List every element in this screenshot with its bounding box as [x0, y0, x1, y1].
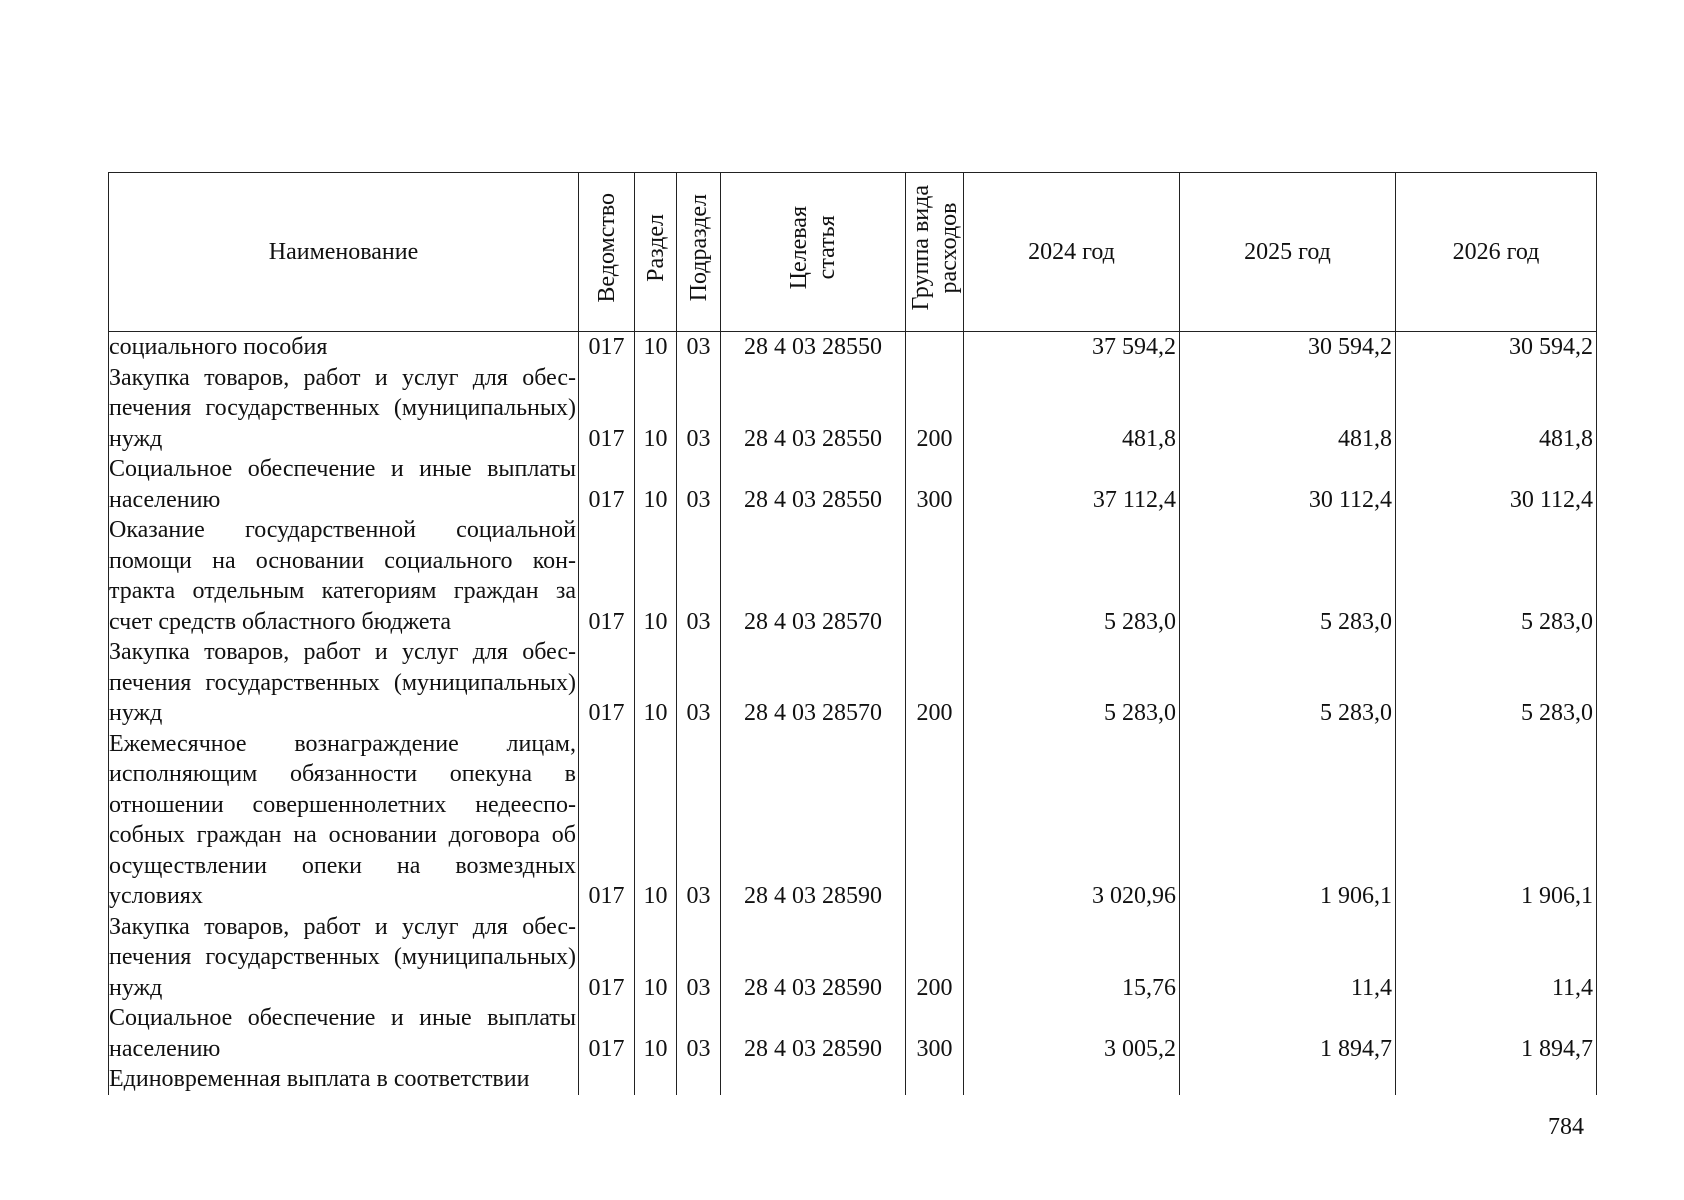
- header-name: Наименование: [109, 173, 579, 332]
- row-department: 017: [579, 912, 635, 1004]
- row-value-2026: 11,4: [1396, 912, 1597, 1004]
- row-target-item: 28 4 03 28590: [721, 1003, 906, 1064]
- row-value-2025: 481,8: [1180, 363, 1396, 455]
- budget-table: [108, 172, 1597, 1095]
- row-value-2026: 1 906,1: [1396, 729, 1597, 912]
- row-target-item: 28 4 03 28590: [721, 912, 906, 1004]
- row-target-item: 28 4 03 28550: [721, 332, 906, 363]
- row-value-2024: 481,8: [964, 363, 1180, 455]
- row-expense-group: [906, 729, 964, 912]
- row-expense-group: [906, 332, 964, 363]
- row-expense-group: 300: [906, 1003, 964, 1064]
- table-row: [109, 515, 1597, 637]
- row-value-2024: 37 594,2: [964, 332, 1180, 363]
- row-section: 10: [635, 912, 677, 1004]
- row-subsection: 03: [677, 912, 721, 1004]
- row-value-2026: 30 594,2: [1396, 332, 1597, 363]
- page-number: 784: [1548, 1114, 1584, 1140]
- row-section: [635, 1064, 677, 1095]
- row-section: 10: [635, 363, 677, 455]
- header-department: Ведомство: [579, 173, 635, 332]
- row-department: 017: [579, 637, 635, 729]
- row-expense-group: 300: [906, 454, 964, 515]
- row-value-2024: 3 005,2: [964, 1003, 1180, 1064]
- header-2026: 2026 год: [1396, 173, 1597, 332]
- row-value-2026: 5 283,0: [1396, 515, 1597, 637]
- row-expense-group: 200: [906, 363, 964, 455]
- row-value-2024: 37 112,4: [964, 454, 1180, 515]
- table-row: [109, 1064, 1597, 1095]
- row-subsection: 03: [677, 1003, 721, 1064]
- header-target-item: Целевая статья: [721, 173, 906, 332]
- row-subsection: 03: [677, 515, 721, 637]
- row-value-2026: 5 283,0: [1396, 637, 1597, 729]
- row-value-2026: 30 112,4: [1396, 454, 1597, 515]
- row-expense-group: 200: [906, 912, 964, 1004]
- row-name: Оказание государственной социальной помощи на основании социального контракта отдельным категориям граждан за счет средств областного бюджета: [109, 515, 579, 637]
- table-row: [109, 912, 1597, 1004]
- row-value-2025: 5 283,0: [1180, 637, 1396, 729]
- row-expense-group: 200: [906, 637, 964, 729]
- row-name: Закупка товаров, работ и услуг для обеспечения государственных (муниципальных) нужд: [109, 912, 579, 1004]
- table-header-row: [109, 173, 1597, 332]
- row-section: 10: [635, 637, 677, 729]
- table-row: [109, 332, 1597, 363]
- row-expense-group: [906, 1064, 964, 1095]
- row-name: Закупка товаров, работ и услуг для обеспечения государственных (муниципальных) нужд: [109, 363, 579, 455]
- table-body: [109, 332, 1597, 1095]
- row-name: Единовременная выплата в соответствии: [109, 1064, 579, 1095]
- row-target-item: 28 4 03 28550: [721, 363, 906, 455]
- row-value-2024: 3 020,96: [964, 729, 1180, 912]
- row-section: 10: [635, 1003, 677, 1064]
- row-department: 017: [579, 454, 635, 515]
- row-name: Ежемесячное вознаграждение лицам, исполняющим обязанности опекуна в отношении совершеннолетних недееспособных граждан на основании договора об осуществлении опеки на возмездных условиях: [109, 729, 579, 912]
- row-value-2026: 1 894,7: [1396, 1003, 1597, 1064]
- row-target-item: 28 4 03 28550: [721, 454, 906, 515]
- row-section: 10: [635, 515, 677, 637]
- row-value-2025: 30 594,2: [1180, 332, 1396, 363]
- row-target-item: 28 4 03 28590: [721, 729, 906, 912]
- row-department: 017: [579, 729, 635, 912]
- table-row: [109, 1003, 1597, 1064]
- row-department: 017: [579, 1003, 635, 1064]
- row-name: социального пособия: [109, 332, 579, 363]
- row-subsection: 03: [677, 363, 721, 455]
- row-expense-group: [906, 515, 964, 637]
- row-value-2025: 1 906,1: [1180, 729, 1396, 912]
- row-value-2025: 1 894,7: [1180, 1003, 1396, 1064]
- row-section: 10: [635, 332, 677, 363]
- row-name: Закупка товаров, работ и услуг для обеспечения государственных (муниципальных) нужд: [109, 637, 579, 729]
- row-value-2024: 5 283,0: [964, 637, 1180, 729]
- header-expense-group: Группа вида расходов: [906, 173, 964, 332]
- row-value-2024: 15,76: [964, 912, 1180, 1004]
- row-department: [579, 1064, 635, 1095]
- row-value-2026: 481,8: [1396, 363, 1597, 455]
- row-subsection: 03: [677, 454, 721, 515]
- row-department: 017: [579, 363, 635, 455]
- row-name: Социальное обеспечение и иные выплаты населению: [109, 454, 579, 515]
- row-department: 017: [579, 332, 635, 363]
- row-department: 017: [579, 515, 635, 637]
- row-subsection: 03: [677, 729, 721, 912]
- row-value-2024: [964, 1064, 1180, 1095]
- header-section: Раздел: [635, 173, 677, 332]
- table-row: [109, 363, 1597, 455]
- header-2024: 2024 год: [964, 173, 1180, 332]
- row-section: 10: [635, 454, 677, 515]
- row-value-2025: 30 112,4: [1180, 454, 1396, 515]
- row-subsection: 03: [677, 637, 721, 729]
- row-value-2024: 5 283,0: [964, 515, 1180, 637]
- header-subsection: Подраздел: [677, 173, 721, 332]
- table-row: [109, 637, 1597, 729]
- row-subsection: 03: [677, 332, 721, 363]
- header-2025: 2025 год: [1180, 173, 1396, 332]
- row-name: Социальное обеспечение и иные выплаты населению: [109, 1003, 579, 1064]
- row-target-item: 28 4 03 28570: [721, 637, 906, 729]
- row-value-2025: 5 283,0: [1180, 515, 1396, 637]
- row-target-item: [721, 1064, 906, 1095]
- table-row: [109, 729, 1597, 912]
- row-value-2025: 11,4: [1180, 912, 1396, 1004]
- row-subsection: [677, 1064, 721, 1095]
- row-value-2025: [1180, 1064, 1396, 1095]
- row-value-2026: [1396, 1064, 1597, 1095]
- row-target-item: 28 4 03 28570: [721, 515, 906, 637]
- row-section: 10: [635, 729, 677, 912]
- table-row: [109, 454, 1597, 515]
